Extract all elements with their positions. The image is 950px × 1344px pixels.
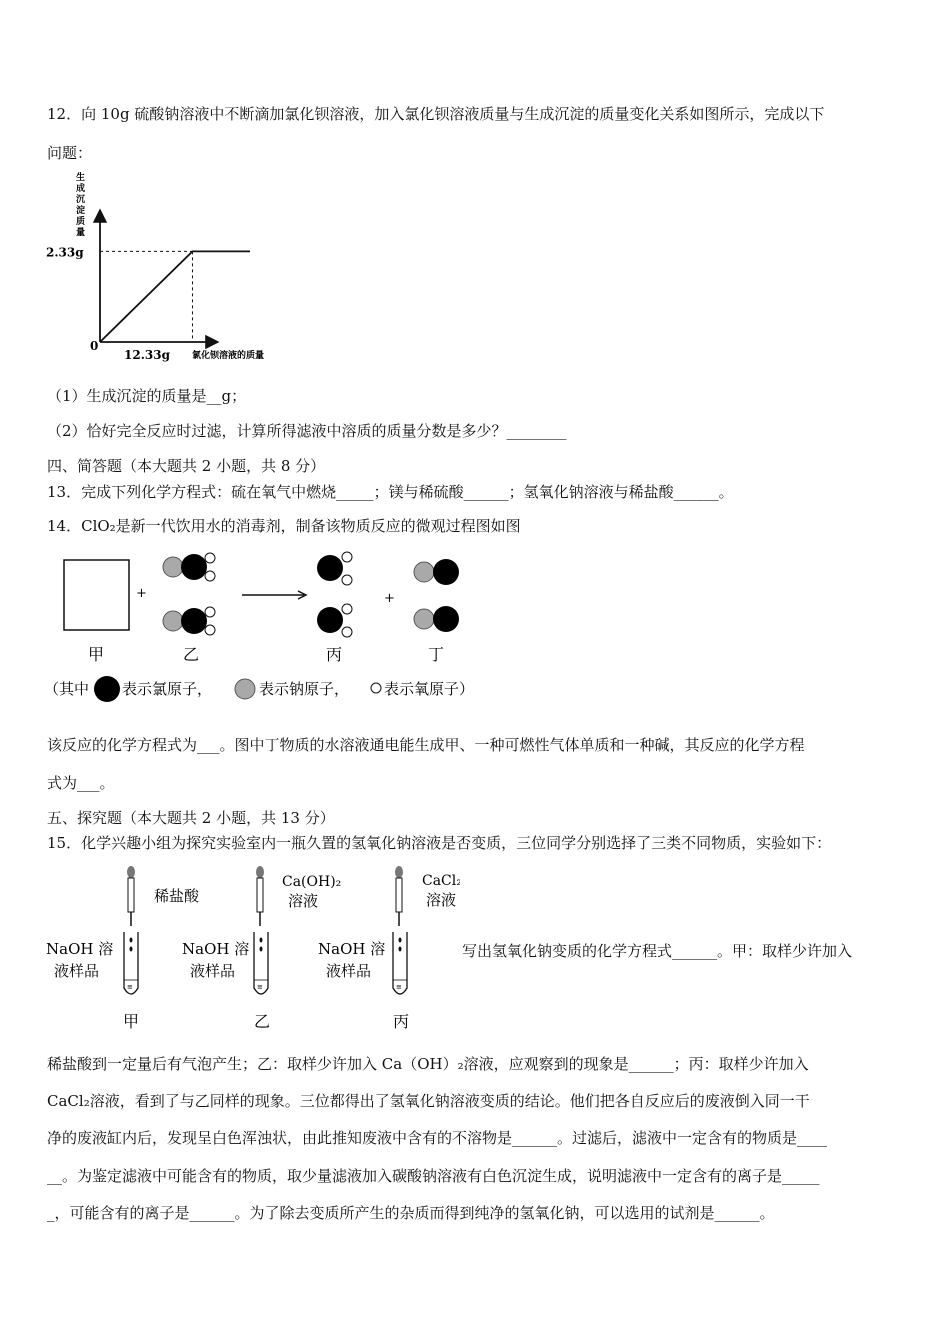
reaction-diagram: [40, 545, 520, 710]
tube-label-yi: 乙: [254, 1012, 271, 1031]
test-tube-2: [254, 932, 268, 994]
test-tube-1: [124, 932, 138, 994]
ding-molecule-1: [414, 559, 459, 585]
q14-para-line1: 该反应的化学方程式为___。图中丁物质的水溶液通电能生成甲、一种可燃性气体单质和一种碱，其反应的化学方程: [47, 736, 805, 754]
bing-molecule-1: [317, 552, 352, 585]
test-tube-3: [393, 932, 407, 994]
chart-y-tick-label: 2.33g: [46, 245, 84, 260]
chart-y-axis-label-char: 成: [76, 184, 86, 194]
q15-line5: _，可能含有的离子是______。为了除去变质所产生的杂质而得到纯净的氢氧化钠，可以选用的试剂是______。: [47, 1204, 775, 1222]
chart-origin-label: 0: [90, 339, 99, 353]
label-yi: 乙: [183, 645, 200, 664]
reaction-diagram-svg: [40, 545, 520, 710]
jia-box: [64, 560, 129, 630]
sample-label-3-line1: NaOH 溶: [318, 940, 386, 958]
section5-title: 五、探究题（本大题共 2 小题，共 13 分）: [47, 809, 335, 827]
chart-y-axis-label-char: 沉: [76, 195, 86, 205]
yi-molecule-2: [163, 607, 215, 635]
q12-sub2: （2）恰好完全反应时过滤，计算所得滤液中溶质的质量分数是多少？________: [47, 422, 567, 440]
chart-svg: [40, 170, 310, 370]
legend-oxygen-atom: [371, 683, 381, 693]
chart-y-axis-label-char: 质: [76, 217, 86, 227]
label-ding: 丁: [428, 645, 445, 664]
sample-label-3-line2: 液样品: [326, 962, 372, 980]
q15-stem: 15．化学兴趣小组为探究实验室内一瓶久置的氢氧化钠溶液是否变质，三位同学分别选择了三类不同物质，实验如下：: [47, 834, 832, 852]
reagent-caoh2: Ca(OH)₂: [282, 874, 342, 890]
q15-line4: __。为鉴定滤液中可能含有的物质，取少量滤液加入碳酸钠溶液有白色沉淀生成，说明滤液中一定含有的离子是_____: [47, 1167, 820, 1185]
yi-molecule-1: [163, 553, 215, 581]
legend-oxygen-text: 表示氧原子）: [384, 680, 475, 698]
chart-x-axis-label: 氯化钡溶液的质量: [192, 351, 265, 361]
dropper-2: [256, 866, 264, 926]
legend-prefix: （其中: [44, 680, 90, 698]
ding-molecule-2: [414, 606, 459, 632]
q12-stem-line1: 12．向 10g 硫酸钠溶液中不断滴加氯化钡溶液，加入氯化钡溶液质量与生成沉淀的质量变化关系如图所示，完成以下: [47, 105, 825, 123]
dropper-1: [127, 866, 135, 926]
precipitate-chart: [40, 170, 310, 370]
sample-label-2-line1: NaOH 溶: [182, 940, 250, 958]
q12-stem-line2: 问题：: [47, 144, 93, 162]
reagent-hcl: 稀盐酸: [154, 887, 200, 905]
chart-y-axis-label-char: 量: [76, 228, 86, 238]
reagent-caoh2-solution: 溶液: [288, 892, 319, 910]
chart-x-tick-label: 12.33g: [124, 348, 170, 362]
sample-label-1-line2: 液样品: [54, 962, 100, 980]
tube-label-jia: 甲: [123, 1012, 140, 1031]
sample-label-2-line2: 液样品: [190, 962, 236, 980]
svg-text:≡: ≡: [257, 983, 263, 991]
q15-side-text: 写出氢氧化钠变质的化学方程式______。甲：取样少许加入: [462, 942, 853, 960]
chart-y-axis-label-char: 淀: [76, 206, 86, 216]
chart-series-line: [100, 251, 250, 342]
apparatus-svg: [40, 860, 460, 1040]
plus-sign-1: +: [136, 586, 147, 601]
svg-text:≡: ≡: [127, 983, 133, 991]
reagent-cacl2-solution: 溶液: [426, 891, 457, 909]
q12-sub1: （1）生成沉淀的质量是__g；: [47, 387, 247, 405]
reagent-cacl2: CaCl₂: [422, 873, 460, 889]
section4-title: 四、简答题（本大题共 2 小题，共 8 分）: [47, 457, 326, 475]
label-bing: 丙: [326, 645, 343, 664]
q14-stem: 14．ClO₂是新一代饮用水的消毒剂，制备该物质反应的微观过程图如图: [47, 517, 521, 535]
q15-line3: 净的废液缸内后，发现呈白色浑浊状，由此推知废液中含有的不溶物是______。过滤后，滤液中一定含有的物质是____: [47, 1129, 828, 1147]
bing-molecule-2: [317, 604, 352, 637]
chart-y-axis-label-char: 生: [76, 173, 86, 183]
q15-line2: CaCl₂溶液，看到了与乙同样的现象。三位都得出了氢氧化钠溶液变质的结论。他们把各自反应后的废液倒入同一干: [47, 1092, 810, 1110]
dropper-3: [395, 866, 403, 926]
label-jia: 甲: [88, 645, 105, 664]
q15-line1: 稀盐酸到一定量后有气泡产生；乙：取样少许加入 Ca（OH）₂溶液，应观察到的现象是______；丙：取样少许加入: [47, 1055, 809, 1073]
sample-label-1-line1: NaOH 溶: [46, 940, 114, 958]
legend-chlorine-text: 表示氯原子，: [122, 680, 213, 698]
q14-para-line2: 式为___。: [47, 774, 115, 792]
plus-sign-2: +: [384, 591, 395, 606]
svg-text:≡: ≡: [396, 983, 402, 991]
legend-sodium-atom: [235, 679, 255, 699]
experiment-apparatus: [40, 860, 460, 1040]
chart-y-axis-label: [76, 171, 85, 238]
q13-text: 13．完成下列化学方程式：硫在氧气中燃烧_____；镁与稀硫酸______；氢氧化钠溶液与稀盐酸______。: [47, 483, 734, 501]
tube-label-bing: 丙: [393, 1012, 410, 1031]
legend-sodium-text: 表示钠原子，: [259, 680, 350, 698]
legend-chlorine-atom: [94, 676, 120, 702]
